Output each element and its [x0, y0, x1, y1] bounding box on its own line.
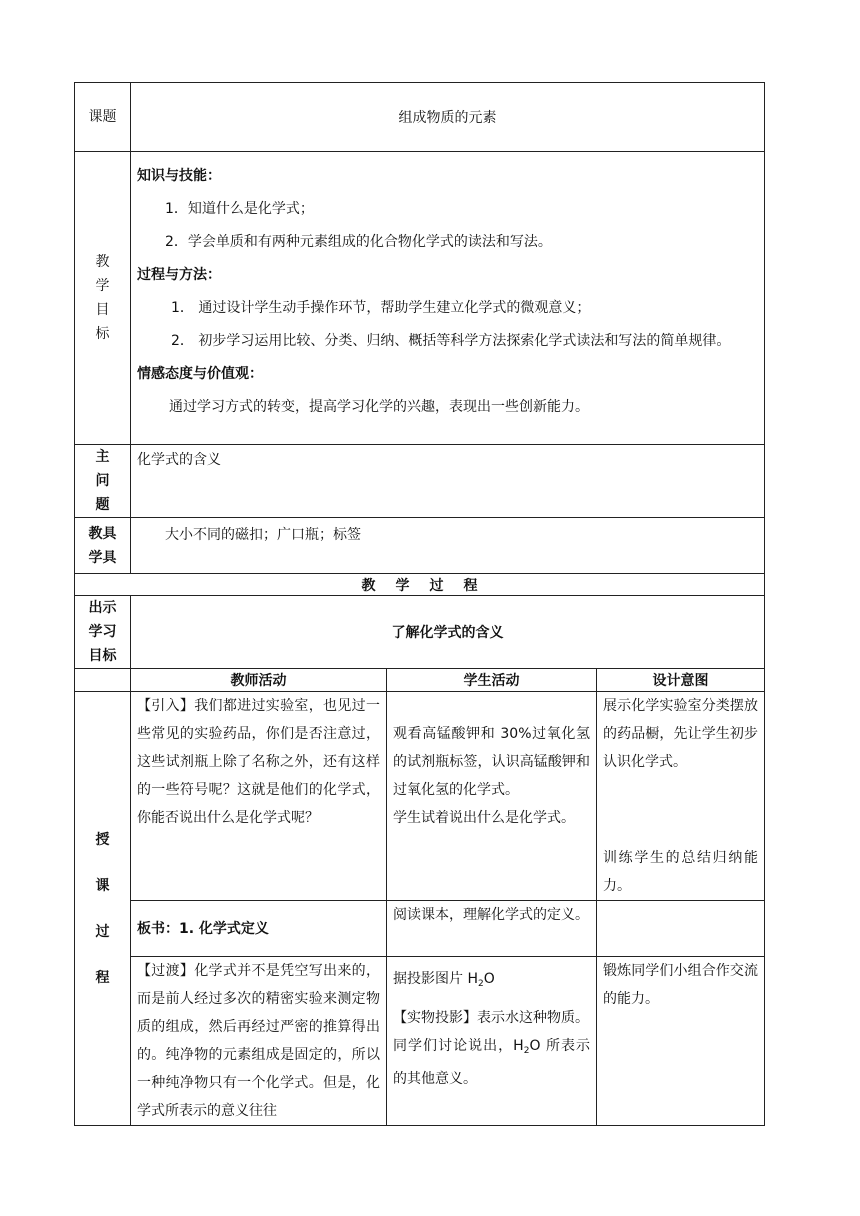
- process-section-title: 教 学 过 程: [75, 574, 765, 596]
- header-blank-cell: [75, 669, 131, 692]
- design-intent-blank: [597, 901, 765, 957]
- student-activity-water: 据投影图片 $H_2O$ 【实物投影】表示水这种物质。 同学们讨论说出，$H_2O$ 所表示的其他意义。: [387, 957, 597, 1126]
- objectives-content: [131, 152, 765, 445]
- col-header-design: 设计意图: [597, 669, 765, 692]
- attitude-heading: 情感态度与价值观：: [137, 366, 263, 382]
- goal-label: 出示 学习 目标: [75, 596, 131, 669]
- process-item: 2． 初步学习运用比较、分类、归纳、概括等科学方法探索化学式读法和写法的简单规律。: [171, 333, 731, 349]
- design-intent-intro: 展示化学实验室分类摆放的药品橱，先让学生初步认识化学式。 训练学生的总结归纳能力。: [597, 692, 765, 901]
- teacher-activity-board: 板书：1. 化学式定义: [131, 901, 387, 957]
- lesson-plan-table: [74, 82, 765, 1126]
- teacher-activity-transition: 【过渡】化学式并不是凭空写出来的，而是前人经过多次的精密实验来测定物质的组成，然后再经过严密的推算得出的。纯净物的元素组成是固定的，所以一种纯净物只有一个化学式。但是，化学式所表示的意义往往: [131, 957, 387, 1126]
- tools-label: 教具 学具: [75, 518, 131, 574]
- knowledge-item: 1．知道什么是化学式；: [165, 201, 314, 217]
- objectives-label: 教 学 目 标: [75, 152, 131, 445]
- col-header-teacher: 教师活动: [131, 669, 387, 692]
- student-activity-intro: 观看高锰酸钾和 30%过氧化氢的试剂瓶标签，认识高锰酸钾和过氧化氢的化学式。 学生试着说出什么是化学式。: [387, 692, 597, 901]
- goal-text: 了解化学式的含义: [131, 596, 765, 669]
- teacher-activity-intro: 【引入】我们都进过实验室，也见过一些常见的实验药品，你们是否注意过，这些试剂瓶上除了名称之外，还有这样的一些符号呢？这就是他们的化学式，你能否说出什么是化学式呢？: [131, 692, 387, 901]
- col-header-student: 学生活动: [387, 669, 597, 692]
- lesson-title: 组成物质的元素: [131, 83, 765, 152]
- main-question-label: 主 问 题: [75, 445, 131, 518]
- process-heading: 过程与方法：: [137, 267, 221, 283]
- tools-text: 大小不同的磁扣；广口瓶；标签: [131, 518, 765, 574]
- knowledge-heading: 知识与技能：: [137, 168, 221, 184]
- teaching-process-label: 授 课 过 程: [75, 692, 131, 1126]
- knowledge-item: 2．学会单质和有两种元素组成的化合物化学式的读法和写法。: [165, 234, 552, 250]
- topic-label: 课题: [75, 83, 131, 152]
- student-activity-read: 阅读课本，理解化学式的定义。: [387, 901, 597, 957]
- process-item: 1． 通过设计学生动手操作环节，帮助学生建立化学式的微观意义；: [171, 300, 591, 316]
- design-intent-group: 锻炼同学们小组合作交流的能力。: [597, 957, 765, 1126]
- attitude-text: 通过学习方式的转变，提高学习化学的兴趣，表现出一些创新能力。: [169, 399, 589, 415]
- main-question-text: 化学式的含义: [131, 445, 765, 518]
